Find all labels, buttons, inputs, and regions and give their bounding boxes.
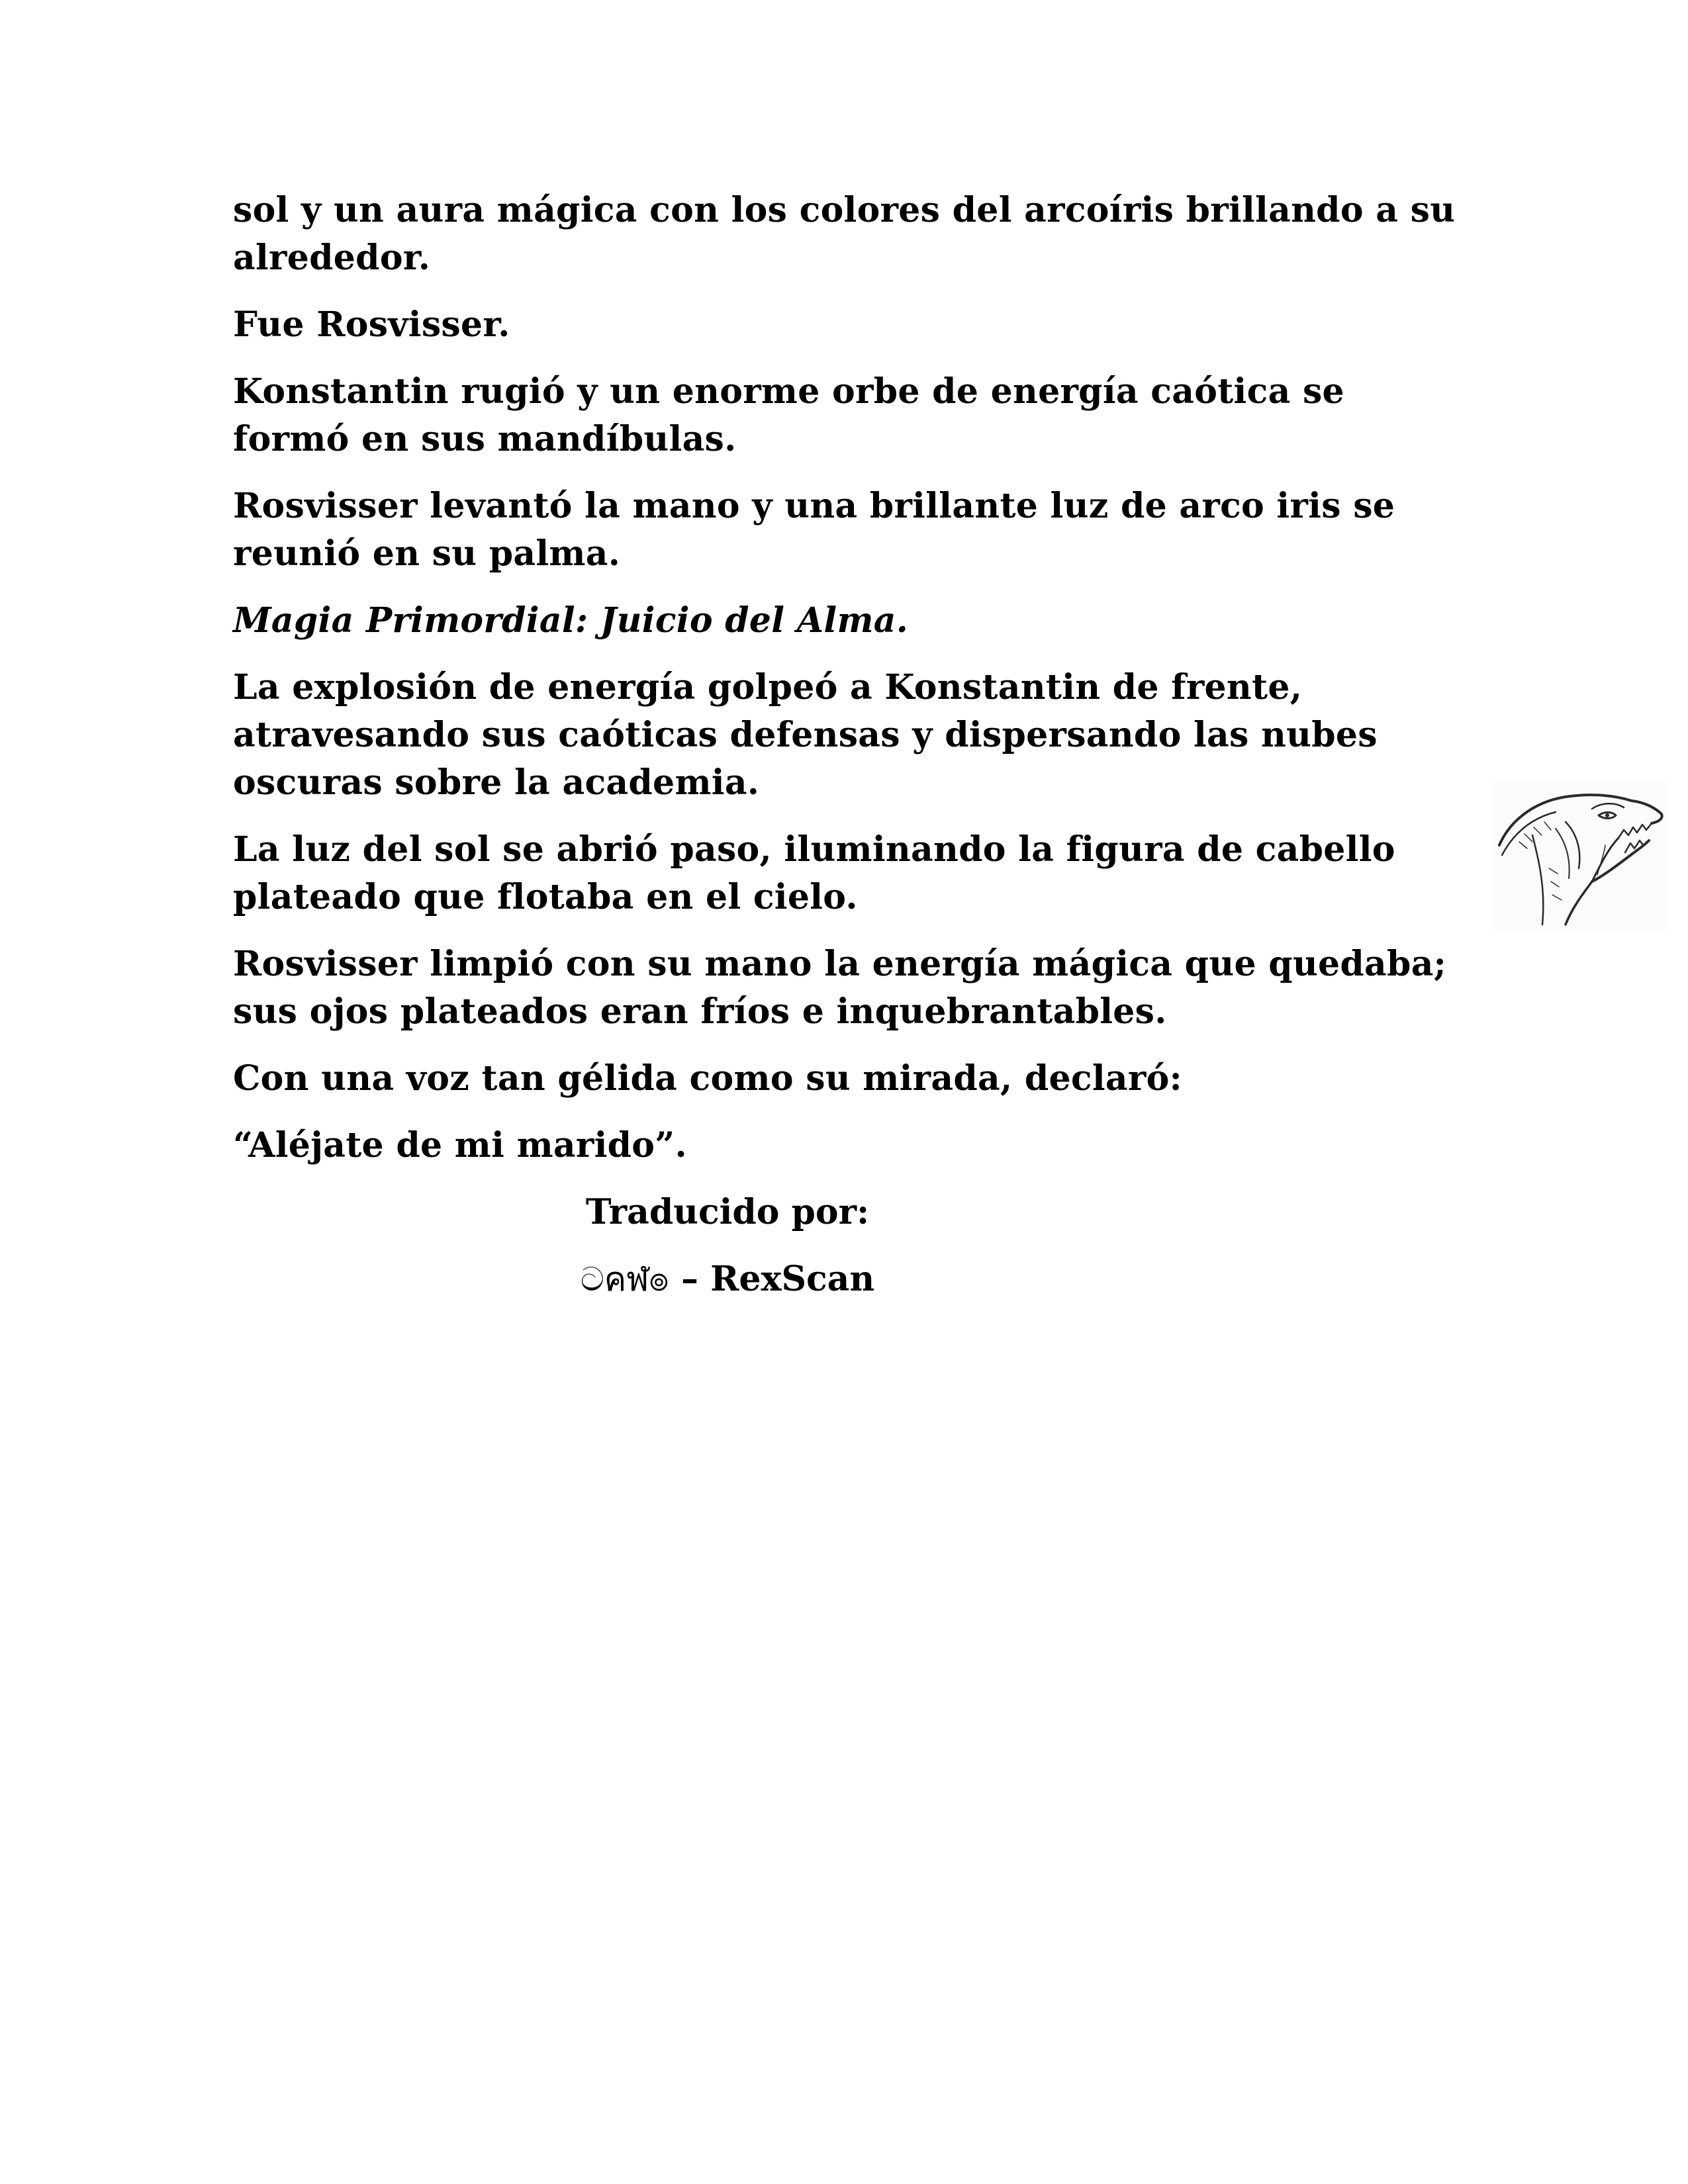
document-body (233, 187, 1464, 1322)
paragraph-10: “Aléjate de mi marido”. (233, 1125, 687, 1165)
translator-name: ටคฬ๏ (580, 1260, 669, 1298)
credits-heading: Traducido por: (585, 1192, 870, 1232)
credits-line (233, 1255, 1222, 1303)
group-name: RexScan (710, 1259, 875, 1299)
paragraph-9: Con una voz tan gélida como su mirada, declaró: (233, 1058, 1183, 1099)
credits (233, 1189, 1222, 1303)
paragraph-5-spell-name: Magia Primordial: Juicio del Alma. (233, 600, 909, 641)
paragraph-8: Rosvisser limpió con su mano la energía mágica que quedaba; sus ojos plateados eran fríos e inquebrantables. (233, 944, 1447, 1032)
paragraph-7: La luz del sol se abrió paso, iluminando la figura de cabello plateado que flotaba en el cielo. (233, 829, 1395, 917)
paragraph-3: Konstantin rugió y un enorme orbe de energía caótica se formó en sus mandíbulas. (233, 371, 1344, 459)
dinosaur-head-sketch-icon (1493, 782, 1668, 931)
paragraph-4: Rosvisser levantó la mano y una brillante luz de arco iris se reunió en su palma. (233, 486, 1395, 574)
paragraph-6: La explosión de energía golpeó a Konstantin de frente, atravesando sus caóticas defensas y dispersando las nubes oscuras sobre la academia. (233, 667, 1378, 803)
credits-separator: – (681, 1259, 699, 1299)
paragraph-2: Fue Rosvisser. (233, 304, 510, 345)
paragraph-1: sol y un aura mágica con los colores del arcoíris brillando a su alrededor. (233, 190, 1456, 278)
